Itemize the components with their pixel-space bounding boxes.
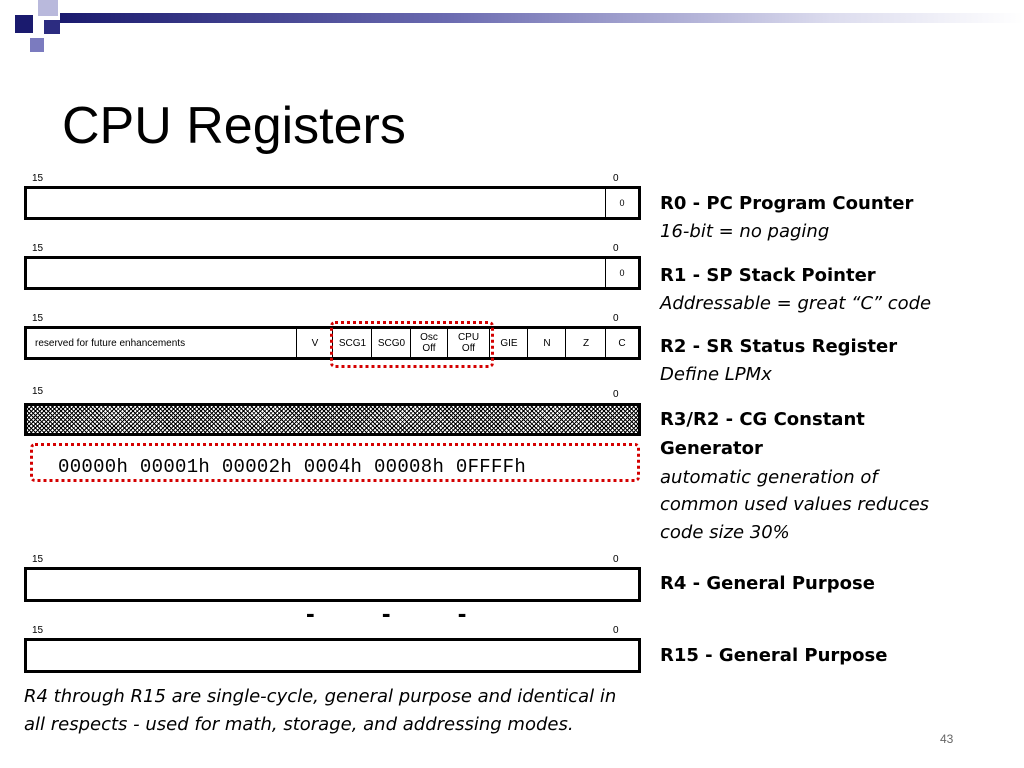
r4-bit-high: 15 — [32, 554, 44, 565]
r2-bit-high: 15 — [32, 313, 44, 324]
register-ellipsis: - - - — [306, 598, 497, 628]
r4-bit-low: 0 — [613, 554, 619, 565]
r0-name: R0 - PC Program Counter — [660, 193, 914, 214]
r2-note: Define LPMx — [660, 364, 772, 385]
corner-square-dark — [15, 15, 33, 33]
r0-note: 16-bit = no paging — [660, 221, 830, 242]
r2-flag-c: C — [605, 329, 638, 357]
r0-bit-low: 0 — [613, 173, 619, 184]
header-gradient-bar — [60, 13, 1024, 23]
corner-square-light — [38, 0, 58, 16]
r3-note-line3: code size 30% — [660, 522, 790, 543]
r2-flag-v: V — [296, 329, 333, 357]
register-r3-hatched — [24, 403, 641, 436]
r2-flag-z: Z — [565, 329, 606, 357]
register-r15 — [24, 638, 641, 673]
r2-reserved-field: reserved for future enhancements — [35, 337, 186, 349]
r2-flag-cpu-off: CPU Off — [447, 329, 489, 357]
footer-line-1: R4 through R15 are single-cycle, general purpose and identical in — [24, 686, 617, 707]
r3-bit-low: 0 — [613, 389, 619, 400]
register-r0 — [24, 186, 641, 220]
r15-bit-high: 15 — [32, 625, 44, 636]
corner-square-mid — [44, 20, 60, 34]
r3-name-line2: Generator — [660, 438, 763, 459]
r3-note-line2: common used values reduces — [660, 494, 930, 515]
r15-name: R15 - General Purpose — [660, 645, 888, 666]
r2-bit-low: 0 — [613, 313, 619, 324]
register-r1 — [24, 256, 641, 290]
r2-flag-osc-off: Osc Off — [410, 329, 447, 357]
corner-square-small — [30, 38, 44, 52]
r0-low-bit-cell: 0 — [605, 189, 638, 217]
r2-flag-scg1: SCG1 — [332, 329, 372, 357]
r3-bit-high: 15 — [32, 386, 44, 397]
r3-note-line1: automatic generation of — [660, 467, 878, 488]
r4-name: R4 - General Purpose — [660, 573, 875, 594]
r2-flag-n: N — [527, 329, 566, 357]
r3-constant-values: 00000h 00001h 00002h 0004h 00008h 0FFFFh — [58, 456, 527, 478]
r1-name: R1 - SP Stack Pointer — [660, 265, 876, 286]
footer-line-2: all respects - used for math, storage, and addressing modes. — [24, 714, 574, 735]
r2-name: R2 - SR Status Register — [660, 336, 898, 357]
r0-bit-high: 15 — [32, 173, 44, 184]
register-r4 — [24, 567, 641, 602]
r1-bit-low: 0 — [613, 243, 619, 254]
page-number: 43 — [940, 732, 954, 746]
r3-name-line1: R3/R2 - CG Constant — [660, 409, 865, 430]
r1-note: Addressable = great “C” code — [660, 293, 932, 314]
footer-note — [24, 683, 784, 739]
r1-bit-high: 15 — [32, 243, 44, 254]
r2-flag-scg0: SCG0 — [371, 329, 411, 357]
page-title: CPU Registers — [62, 97, 406, 155]
r2-scg-cpuoff-highlight — [330, 321, 494, 368]
r2-flag-gie: GIE — [489, 329, 528, 357]
r1-low-bit-cell: 0 — [605, 259, 638, 287]
r15-bit-low: 0 — [613, 625, 619, 636]
